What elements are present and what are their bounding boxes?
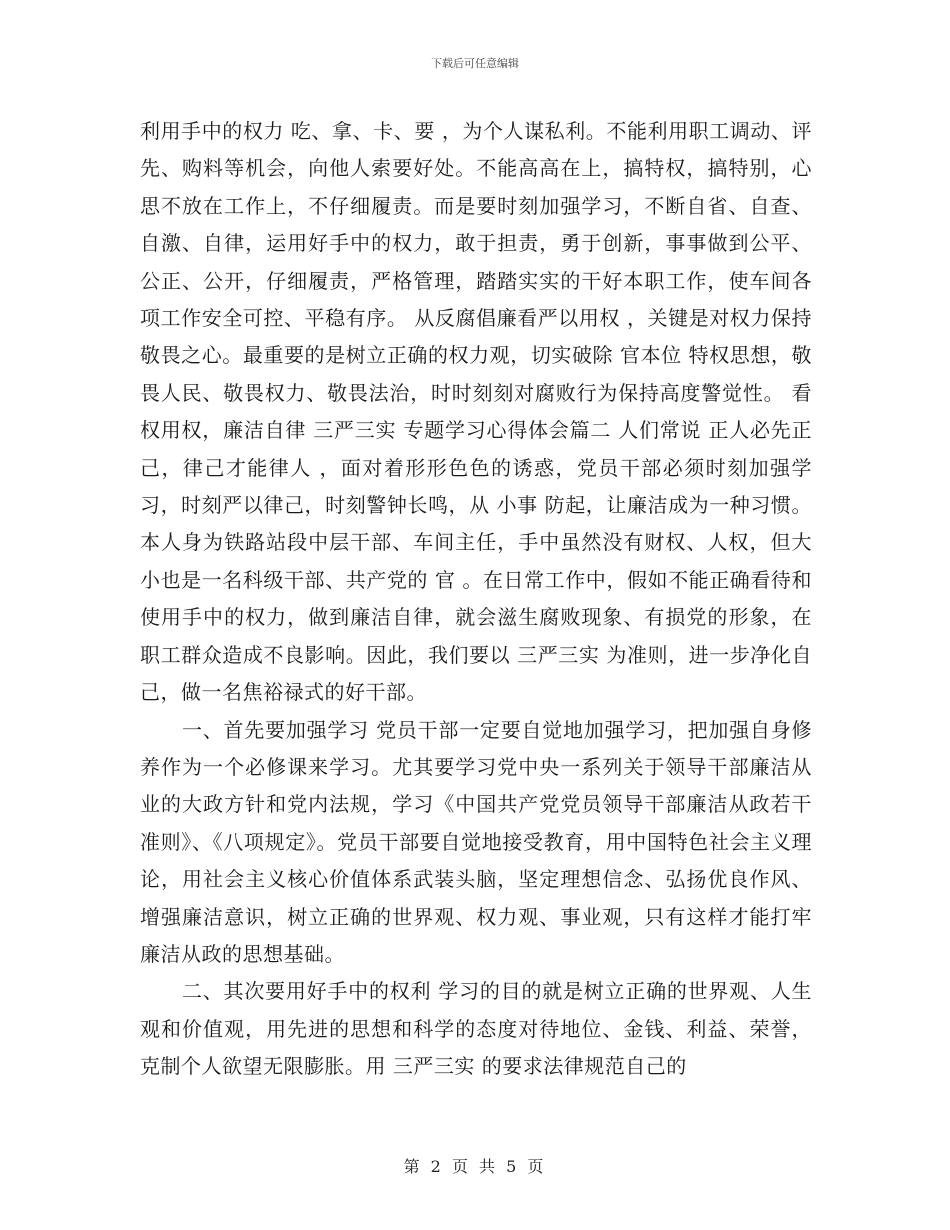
paragraph-continuation: 利用手中的权力 吃、拿、卡、要 ，为个人谋私利。不能利用职工调动、评先、购料等机会，向他人索要好处。不能高高在上，搞特权，搞特别，心思不放在工作上，不仔细履责。而是要时刻加强学习，不断自省、自查、自激、自律，运用好手中的权力，敢于担责，勇于创新，事事做到公平、公正、公开，仔细履责，严格管理，踏踏实实的干好本职工作，使车间各项工作安全可控、平稳有序。 从反腐倡廉看严以用权 ，关键是对权力保持敬畏之心。最重要的是树立正确的权力观，切实破除 官本位 特权思想，敬畏人民、敬畏权力、敬畏法治，时时刻刻对腐败行为保持高度警觉性。 看权用权，廉洁自律 三严三实 专题学习心得体会篇二 人们常说 正人必先正己，律己才能律人 ，面对着形形色色的诱惑，党员干部必须时刻加强学习，时刻严以律己，时刻警钟长鸣，从 小事 防起，让廉洁成为一种习惯。 本人身为铁路站段中层干部、车间主任，手中虽然没有财权、人权，但大小也是一名科级干部、共产党的 官 。在日常工作中，假如不能正确看待和使用手中的权力，做到廉洁自律，就会滋生腐败现象、有损党的形象，在职工群众造成不良影响。因此，我们要以 三严三实 为准则，进一步净化自己，做一名焦裕禄式的好干部。 <box>140 119 812 705</box>
paragraph-section-two: 二、其次要用好手中的权利 学习的目的就是树立正确的世界观、人生观和价值观，用先进的思想和科学的态度对待地位、金钱、利益、荣誉，克制个人欲望无限膨胀。用 三严三实 的要求法律规范自己的 <box>140 979 812 1079</box>
page-number-footer: 第 2 页 共 5 页 <box>403 1157 547 1176</box>
document-body <box>140 113 812 1086</box>
page-header: 下载后可任意编辑 <box>431 57 519 70</box>
paragraph-section-one: 一、首先要加强学习 党员干部一定要自觉地加强学习，把加强自身修养作为一个必修课来学习。尤其要学习党中央一系列关于领导干部廉洁从业的大政方针和党内法规，学习《中国共产党党员领导干部廉洁从政若干准则》、《八项规定》。党员干部要自觉地接受教育，用中国特色社会主义理论，用社会主义核心价值体系武装头脑，坚定理想信念、弘扬优良作风、增强廉洁意识，树立正确的世界观、权力观、事业观，只有这样才能打牢廉洁从政的思想基础。 <box>140 717 812 966</box>
